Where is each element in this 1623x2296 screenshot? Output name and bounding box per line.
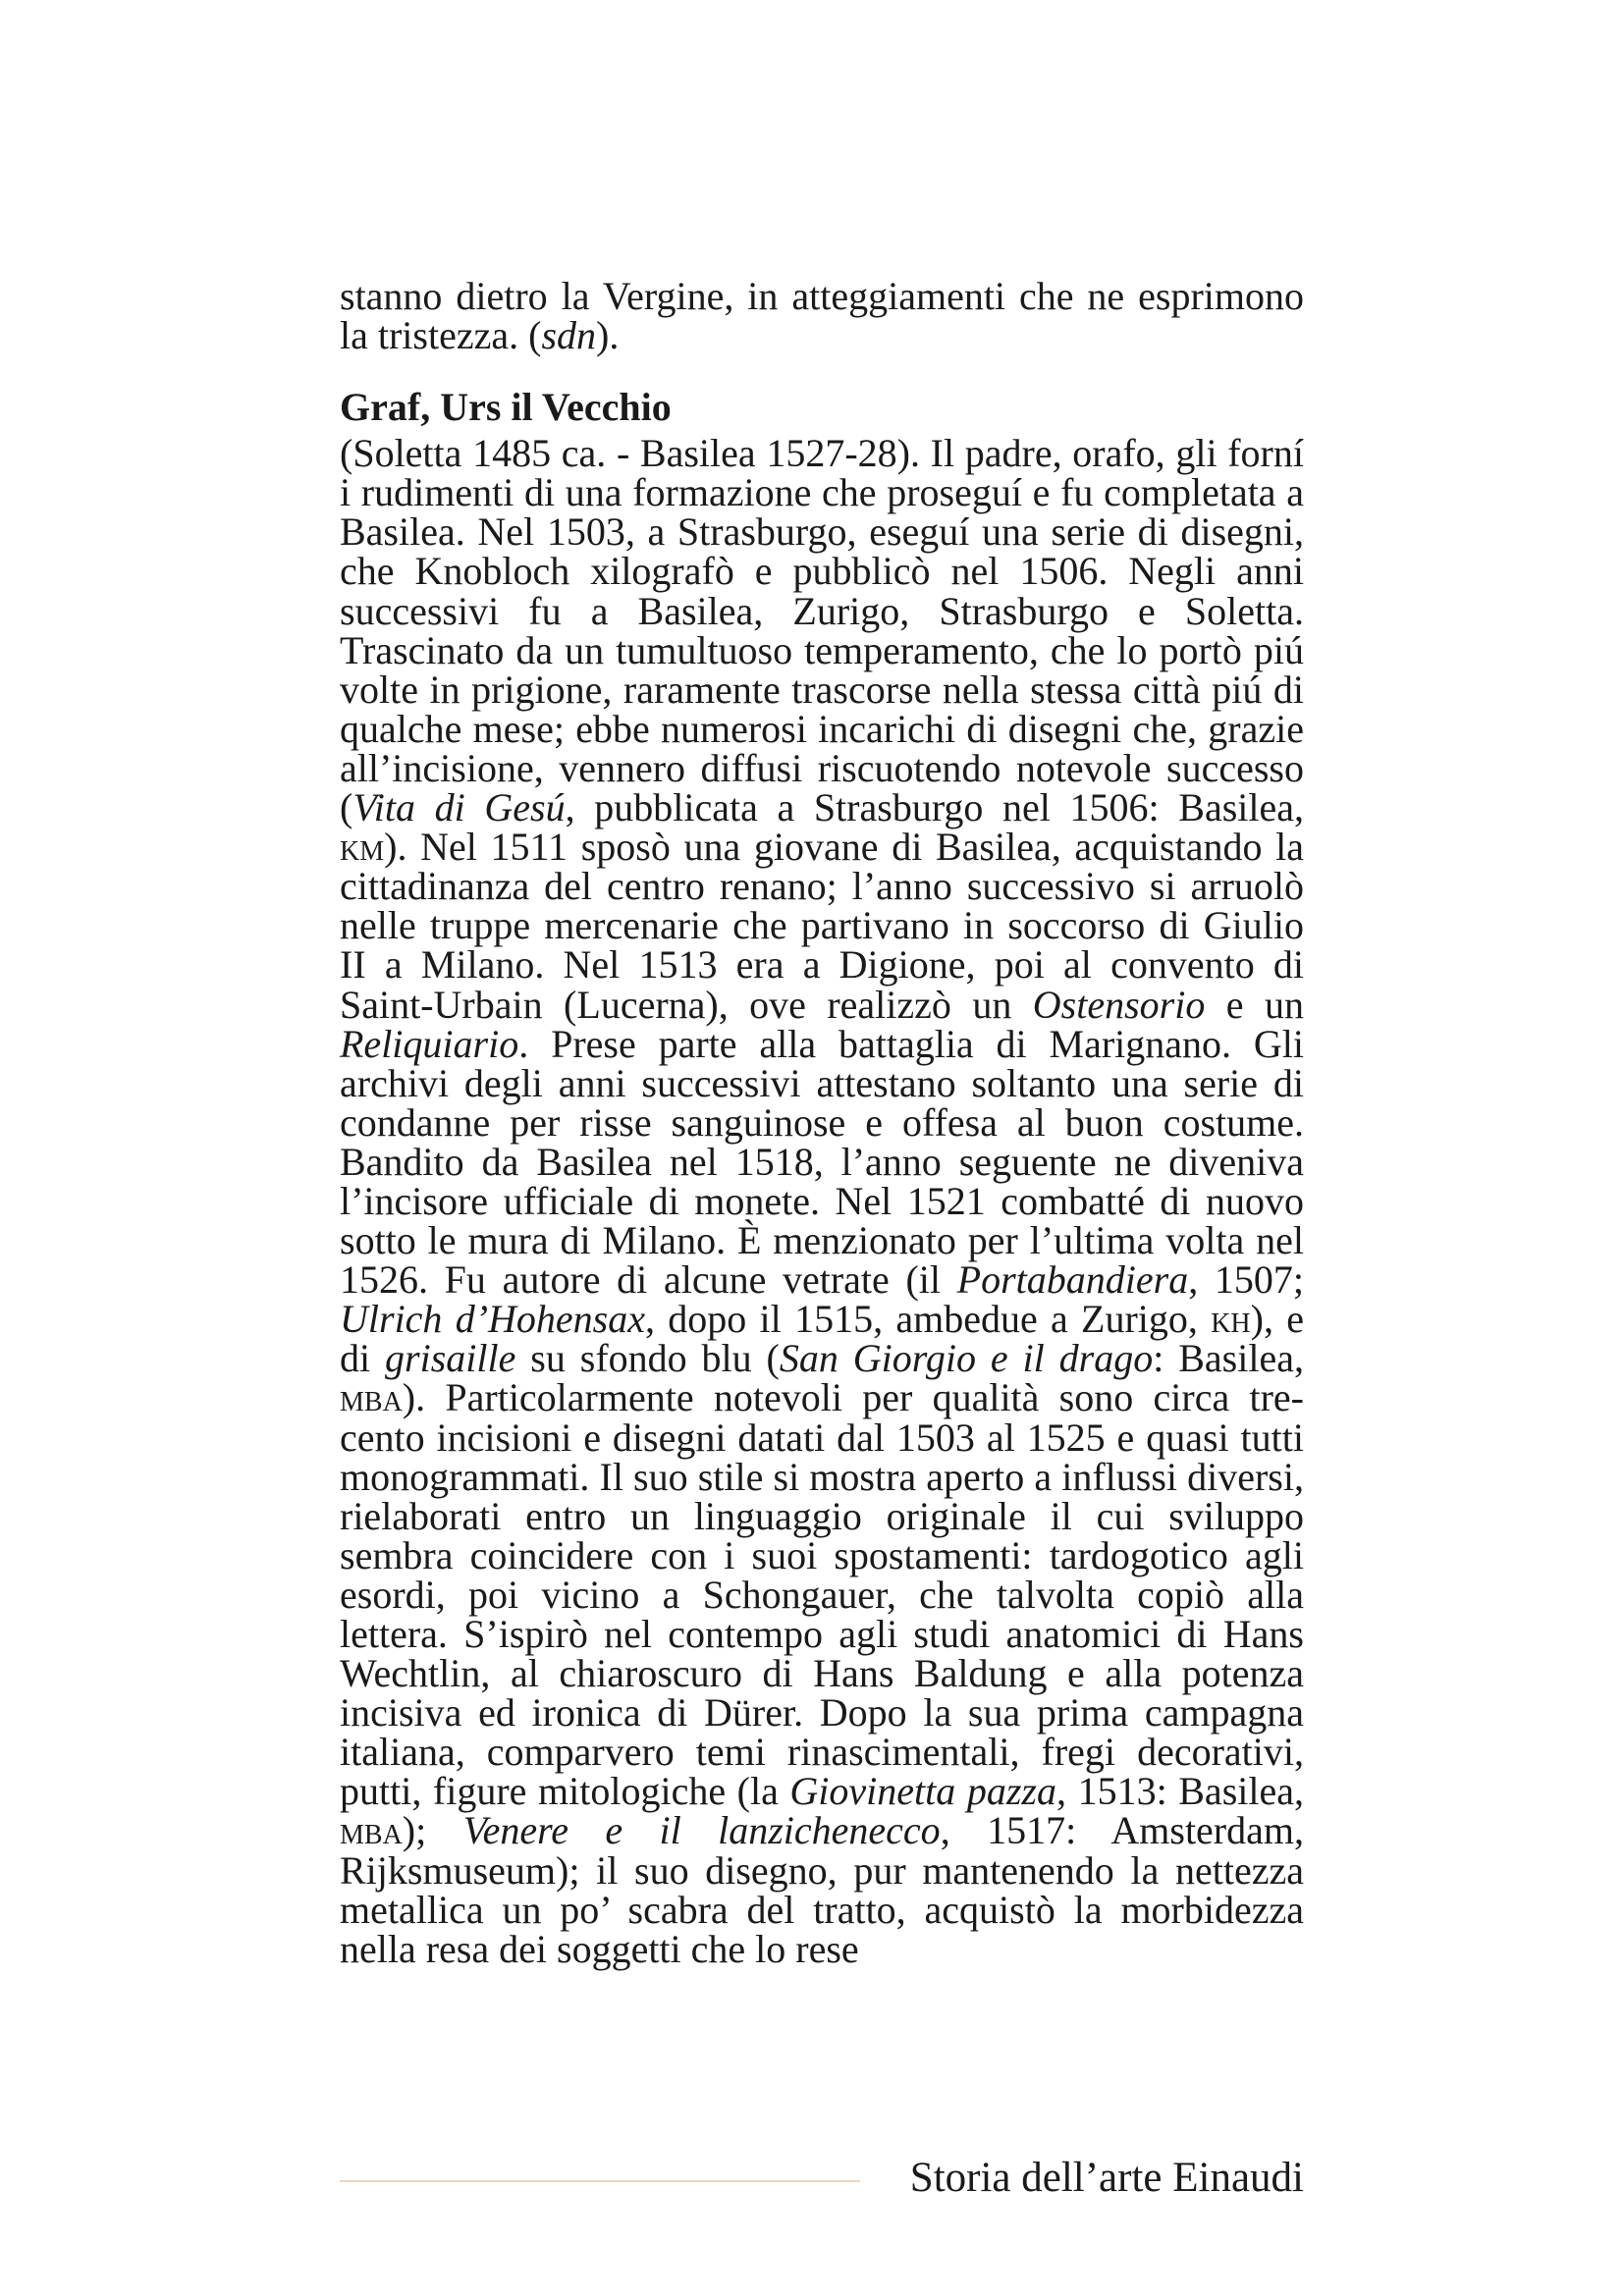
italic-title: Giovinetta pazza bbox=[789, 1769, 1056, 1814]
footer-publisher: Storia dell’arte Einaudi bbox=[909, 2155, 1304, 2201]
body-text: (Soletta 1485 ca. - Basilea 1527-28). Il padre, orafo, gli forní i rudimenti di una formazione che proseguí e fu completata a Basilea. Nel 1503, a Strasburgo, eseguí una serie di disegni, che Knobloch xilografò e pubblicò nel 1506. Negli anni successivi fu a Basilea, Zurigo, Strasburgo e Soletta. Trascinato da un tumultuoso temperamento, che lo portò piú volte in prigione, raramente trascorse nella stessa città piú di qualche mese; ebbe numerosi incarichi di disegni che, grazie all’incisione, vennero diffusi riscuotendo notevole successo ( bbox=[340, 431, 1304, 830]
body-text: , 1507; bbox=[1188, 1257, 1304, 1303]
body-text: . Prese parte alla battaglia di Marignano. Gli archivi degli anni successivi attestano soltanto una serie di condanne per risse sanguinose e offesa al buon costume. Bandito da Basilea nel 1518, l’anno seguente ne diveniva l’incisore ufficiale di monete. Nel 1521 combatté di nuovo sotto le mura di Milano. È menzionato per l’ultima volta nel 1526. Fu autore di alcune vetrate (il bbox=[340, 1021, 1304, 1303]
body-text: su sfondo blu ( bbox=[515, 1336, 780, 1381]
continuation-lead: stanno dietro la Vergine, in atteggiamenti che ne esprimono la tristezza. ( bbox=[340, 274, 1304, 358]
collection-abbreviation: mba bbox=[340, 1808, 403, 1853]
italic-title: Venere e il lanzichenecco bbox=[462, 1808, 941, 1853]
collection-abbreviation: kh bbox=[1211, 1297, 1251, 1342]
continuation-tail: ). bbox=[596, 313, 620, 358]
body-text: ). Particolarmente notevoli per qualità sono circa trecento incisioni e disegni datati dal 1503 al 1525 e quasi tutti monogrammati. Il suo stile si mostra aperto a influssi diversi, rielaborati entro un linguaggio originale il cui sviluppo sembra coincidere con i suoi spostamenti: tardogotico agli esordi, poi vicino a Schongauer, che talvolta copiò alla lettera. S’ispirò nel contempo agli studi anatomici di Hans Wechtlin, al chiaroscuro di Hans Baldung e alla potenza incisiva ed ironica di Dürer. Dopo la sua prima campagna italiana, comparvero temi rinascimentali, fregi decorativi, putti, figure mitologiche (la bbox=[340, 1375, 1304, 1814]
body-text: ), e di bbox=[340, 1297, 1304, 1381]
body-text: , 1513: Basilea, bbox=[1055, 1769, 1304, 1814]
collection-abbreviation: km bbox=[340, 825, 385, 870]
italic-title: San Giorgio e il drago bbox=[779, 1336, 1154, 1381]
entry-body bbox=[340, 431, 1304, 1971]
entry-title: Graf, Urs il Vecchio bbox=[340, 385, 672, 430]
italic-title: Ostensorio bbox=[1032, 982, 1206, 1027]
text-column bbox=[340, 274, 1304, 1971]
body-text: ); bbox=[402, 1808, 463, 1853]
italic-title: Vita di Gesú bbox=[352, 785, 566, 830]
italic-title: Reliquiario bbox=[340, 1021, 519, 1066]
body-text: : Basilea, bbox=[1153, 1336, 1304, 1381]
author-initials: sdn bbox=[541, 313, 597, 358]
italic-title: Portabandiera bbox=[956, 1257, 1189, 1303]
continuation-paragraph bbox=[340, 274, 1304, 358]
collection-abbreviation: mba bbox=[340, 1375, 403, 1420]
body-text: , dopo il 1515, ambedue a Zurigo, bbox=[645, 1297, 1212, 1342]
body-text: , pubblicata a Strasburgo nel 1506: Basilea, bbox=[565, 785, 1304, 830]
footer-rule bbox=[340, 2180, 860, 2182]
italic-title: Ulrich d’Hohensax bbox=[340, 1297, 645, 1342]
italic-title: grisaille bbox=[385, 1336, 516, 1381]
body-text: , 1517: Amsterdam, Rijksmuseum); il suo disegno, pur mantenendo la nettezza metallica un po’ scabra del tratto, acquistò la morbidezza nella resa dei soggetti che lo rese bbox=[340, 1808, 1304, 1971]
body-text: ). Nel 1511 sposò una giovane di Basilea, acquistando la cittadinanza del centro renano; l’anno successivo si arruolò nelle truppe mercenarie che partivano in soccorso di Giulio II a Milano. Nel 1513 era a Digione, poi al convento di Saint-Urbain (Lucerna), ove realizzò un bbox=[340, 825, 1304, 1027]
body-text: e un bbox=[1205, 982, 1304, 1027]
